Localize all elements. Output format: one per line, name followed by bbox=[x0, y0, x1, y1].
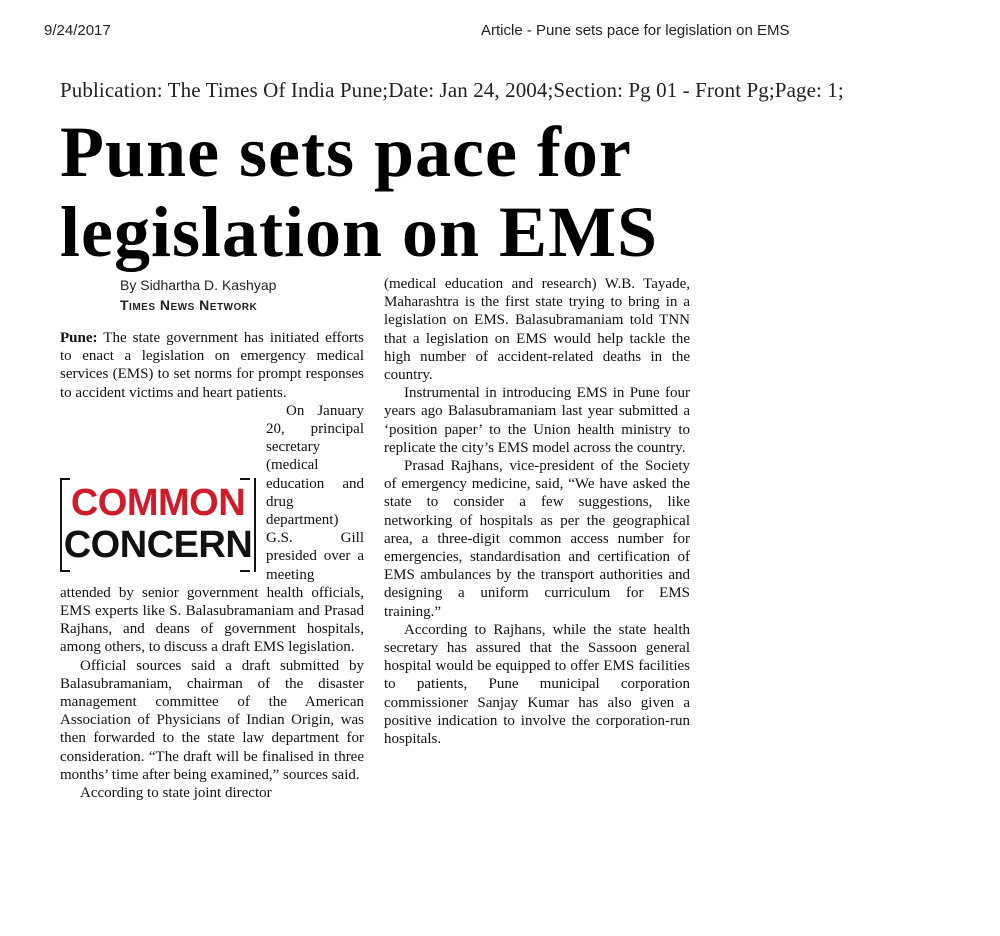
paragraph bbox=[60, 329, 364, 402]
print-date: 9/24/2017 bbox=[44, 22, 111, 39]
headline bbox=[60, 112, 659, 272]
paragraph: Prasad Rajhans, vice-president of the Society of emergency medicine, said, “We have asked the state to consider a few suggestions, like networking of hospitals as per the geographical area, a three-digit common access number for emergencies, standardisation and certification of EMS ambulances by the transport authorities and designing a uniform curriculum for EMS training.” bbox=[384, 458, 690, 620]
paragraph: Instrumental in introducing EMS in Pune four years ago Balasubramaniam last year submitted a ‘position paper’ to the Union health ministry to replicate the city’s EMS model across the country. bbox=[384, 385, 690, 456]
headline-line-2: legislation on EMS bbox=[60, 192, 659, 272]
print-page-title: Article - Pune sets pace for legislation on EMS bbox=[481, 22, 790, 39]
byline-agency: Times News Network bbox=[120, 297, 258, 313]
headline-line-1: Pune sets pace for bbox=[60, 112, 632, 192]
paragraph-text: The state government has initiated efforts to enact a legislation on emergency medical services (EMS) to set norms for prompt responses to accident victims and heart patients. bbox=[60, 330, 364, 401]
pullquote-box bbox=[60, 478, 256, 572]
paragraph: Official sources said a draft submitted by Balasubramaniam, chairman of the disaster management committee of the American Association of Physicians of Indian Origin, was then forwarded to the state law department for consideration. “The draft will be finalised in three months’ time after being examined,” sources said. bbox=[60, 657, 364, 783]
pullquote-line-2: CONCERN bbox=[63, 523, 253, 566]
paragraph: According to Rajhans, while the state health secretary has assured that the Sassoon general hospital would be equipped to offer EMS facilities to patients, Pune municipal corporation commissioner Sanjay Kumar has also given a positive indication to involve the corporation-run hospitals. bbox=[384, 621, 690, 748]
byline-block bbox=[120, 275, 276, 315]
paragraph-text: On January 20, principal secretary (medical education and drug department) G.S. Gill presided over a meeting attended by senior government health officials, EMS experts like S. Balasubramaniam and Prasad Rajhans, and deans of government hospitals, among others, to discuss a draft EMS legislation. bbox=[60, 402, 364, 656]
paragraph: According to state joint director bbox=[80, 785, 272, 802]
dateline: Pune: bbox=[60, 330, 98, 346]
paragraph: (medical education and research) W.B. Tayade, Maharashtra is the first state trying to bring in a legislation on EMS. Balasubramaniam told TNN that a legislation on EMS would help tackle the high number of accident-related deaths in the country. bbox=[384, 276, 690, 384]
byline-author: By Sidhartha D. Kashyap bbox=[120, 277, 277, 293]
publication-line: Publication: The Times Of India Pune;Date: Jan 24, 2004;Section: Pg 01 - Front Pg;Page: 1; bbox=[60, 78, 844, 102]
pullquote-line-1: COMMON bbox=[70, 481, 246, 524]
article-column-1 bbox=[60, 329, 364, 802]
article-column-2 bbox=[384, 275, 690, 748]
